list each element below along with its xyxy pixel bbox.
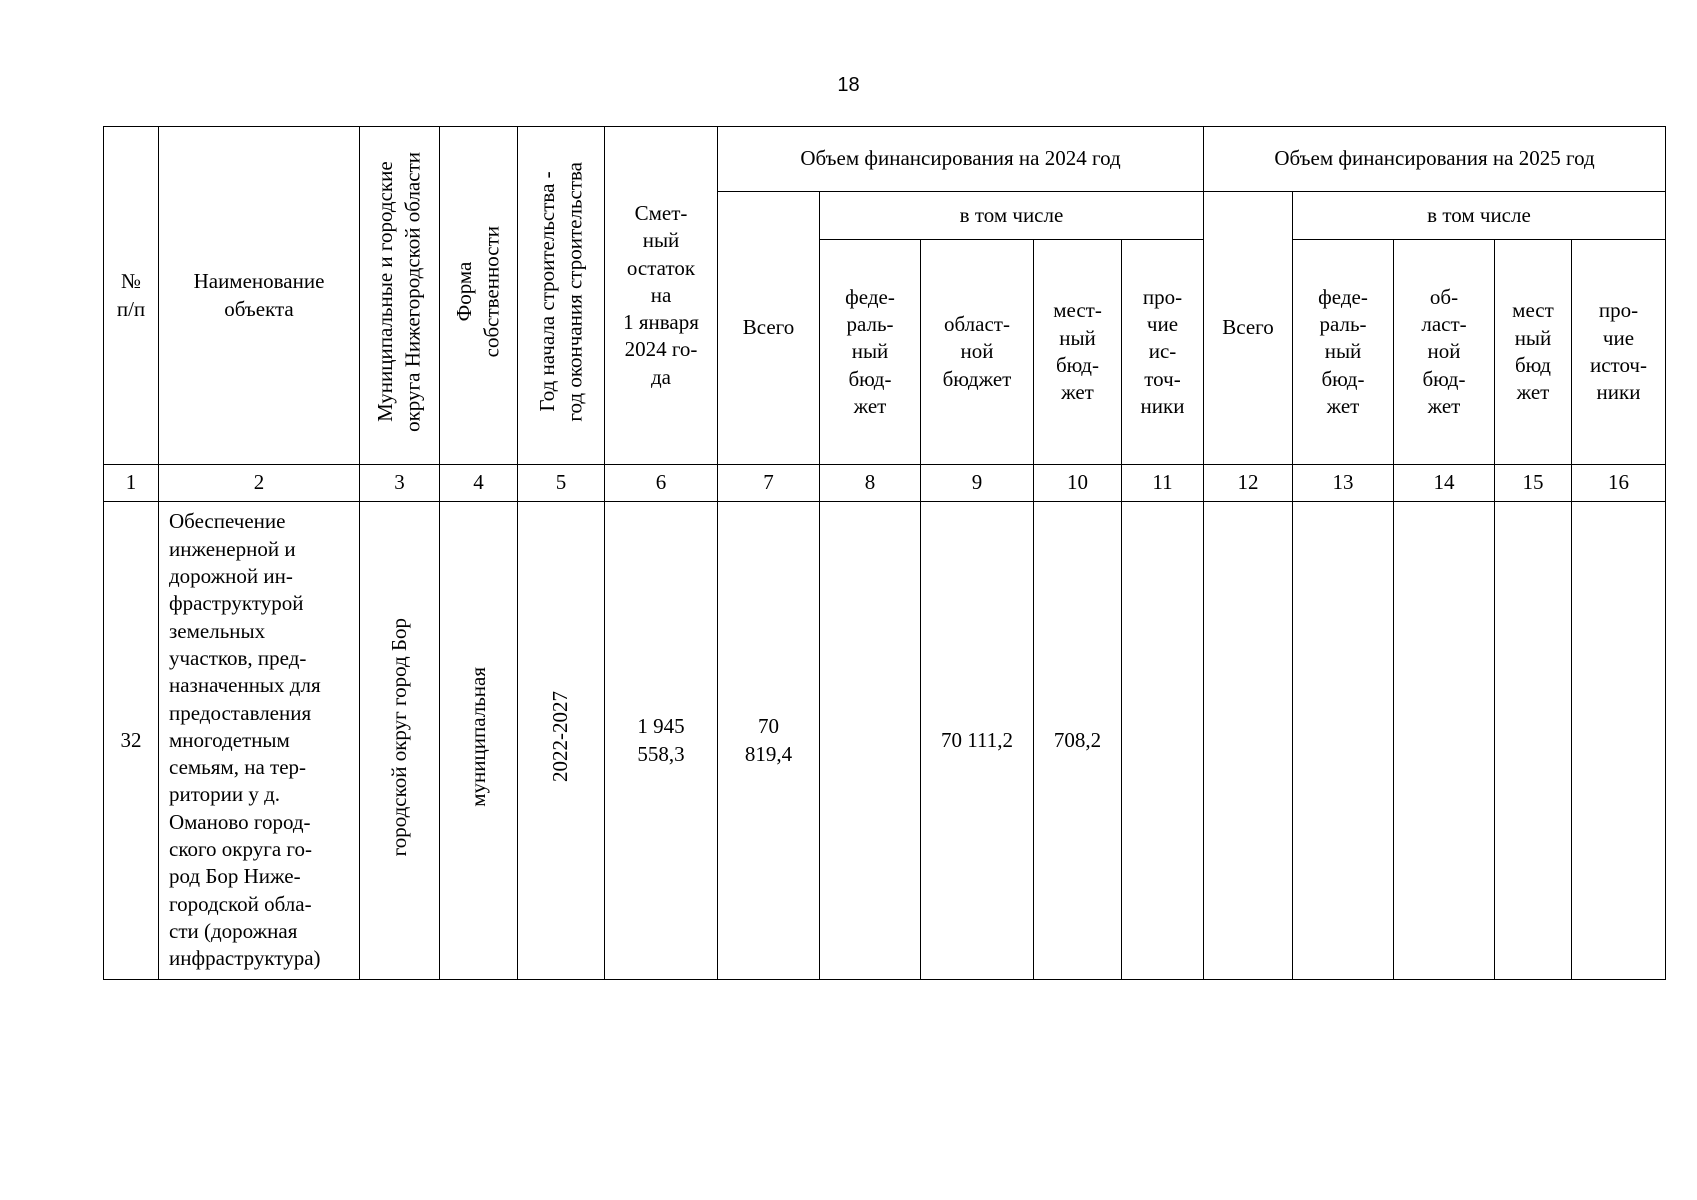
row-ownership <box>440 502 518 980</box>
header-loc-2025-text: мест ный бюд жет <box>1512 298 1554 405</box>
row-fed-2025 <box>1293 502 1394 980</box>
column-number: 9 <box>921 465 1034 502</box>
header-group-2024: Объем финансирования на 2024 год <box>718 127 1204 192</box>
header-municipality-text: Муниципальные и городские округа Нижегородской области <box>373 151 425 432</box>
header-oth-2025 <box>1572 240 1666 465</box>
row-municipality <box>360 502 440 980</box>
header-name-text: Наименование объекта <box>193 269 325 321</box>
table-row <box>104 502 1666 980</box>
column-number-row <box>104 465 1666 502</box>
row-total-2025 <box>1204 502 1293 980</box>
header-years <box>518 127 605 465</box>
header-reg-2024-text: област- ной бюджет <box>942 312 1012 391</box>
column-number: 15 <box>1495 465 1572 502</box>
header-ownership <box>440 127 518 465</box>
column-number: 6 <box>605 465 718 502</box>
row-loc-2024: 708,2 <box>1034 502 1122 980</box>
header-reg-2025 <box>1394 240 1495 465</box>
header-loc-2024 <box>1034 240 1122 465</box>
column-number: 11 <box>1122 465 1204 502</box>
header-num <box>104 127 159 465</box>
financing-table <box>103 126 1666 980</box>
column-number: 13 <box>1293 465 1394 502</box>
header-reg-2025-text: об- ласт- ной бюд- жет <box>1421 284 1467 418</box>
header-total-2024: Всего <box>718 192 820 465</box>
column-number: 12 <box>1204 465 1293 502</box>
page-number: 18 <box>837 74 860 96</box>
header-reg-2024 <box>921 240 1034 465</box>
row-remainder <box>605 502 718 980</box>
row-remainder-text: 1 945 558,3 <box>637 714 685 766</box>
header-oth-2024-text: про- чие ис- точ- ники <box>1140 284 1185 418</box>
header-loc-2025 <box>1495 240 1572 465</box>
header-fed-2025-text: феде- раль- ный бюд- жет <box>1318 284 1368 418</box>
row-name <box>159 502 360 980</box>
header-total-2025: Всего <box>1204 192 1293 465</box>
header-num-text: № п/п <box>116 269 146 321</box>
column-number: 3 <box>360 465 440 502</box>
row-total-2024 <box>718 502 820 980</box>
row-reg-2025 <box>1394 502 1495 980</box>
header-years-text: Год начала строительства - год окончания строительства <box>534 162 586 422</box>
header-loc-2024-text: мест- ный бюд- жет <box>1053 298 1102 405</box>
column-number: 8 <box>820 465 921 502</box>
header-remainder <box>605 127 718 465</box>
row-years <box>518 502 605 980</box>
header-oth-2024 <box>1122 240 1204 465</box>
header-fed-2025 <box>1293 240 1394 465</box>
row-municipality-text: городской округ город Бор <box>386 617 411 857</box>
column-number: 10 <box>1034 465 1122 502</box>
header-including-2025: в том числе <box>1293 192 1666 240</box>
row-num: 32 <box>104 502 159 980</box>
header-oth-2025-text: про- чие источ- ники <box>1590 298 1647 405</box>
row-loc-2025 <box>1495 502 1572 980</box>
header-municipality <box>360 127 440 465</box>
column-number: 4 <box>440 465 518 502</box>
column-number: 2 <box>159 465 360 502</box>
row-reg-2024: 70 111,2 <box>921 502 1034 980</box>
row-total-2024-text: 70 819,4 <box>744 714 793 766</box>
header-fed-2024 <box>820 240 921 465</box>
column-number: 5 <box>518 465 605 502</box>
row-name-text: Обеспечение инженерной и дорожной ин- фраструктурой земельных участков, пред- назначенных для предоставления многодетным семьям, на тер- ритории у д. Оманово город- ского округа го- род Бор Ниже- городской обла- сти (дорожная инфраструктура) <box>169 509 321 971</box>
header-remainder-text: Смет- ный остаток на 1 января 2024 го- да <box>623 200 699 389</box>
header-including-2024: в том числе <box>820 192 1204 240</box>
column-number: 1 <box>104 465 159 502</box>
row-oth-2025 <box>1572 502 1666 980</box>
row-years-text: 2022-2027 <box>548 691 573 783</box>
column-number: 14 <box>1394 465 1495 502</box>
column-number: 16 <box>1572 465 1666 502</box>
header-ownership-text: Форма собственности <box>452 226 504 358</box>
header-fed-2024-text: феде- раль- ный бюд- жет <box>845 284 895 418</box>
row-fed-2024 <box>820 502 921 980</box>
header-name <box>159 127 360 465</box>
row-oth-2024 <box>1122 502 1204 980</box>
row-ownership-text: муниципальная <box>465 666 490 807</box>
header-group-2025: Объем финансирования на 2025 год <box>1204 127 1666 192</box>
column-number: 7 <box>718 465 820 502</box>
